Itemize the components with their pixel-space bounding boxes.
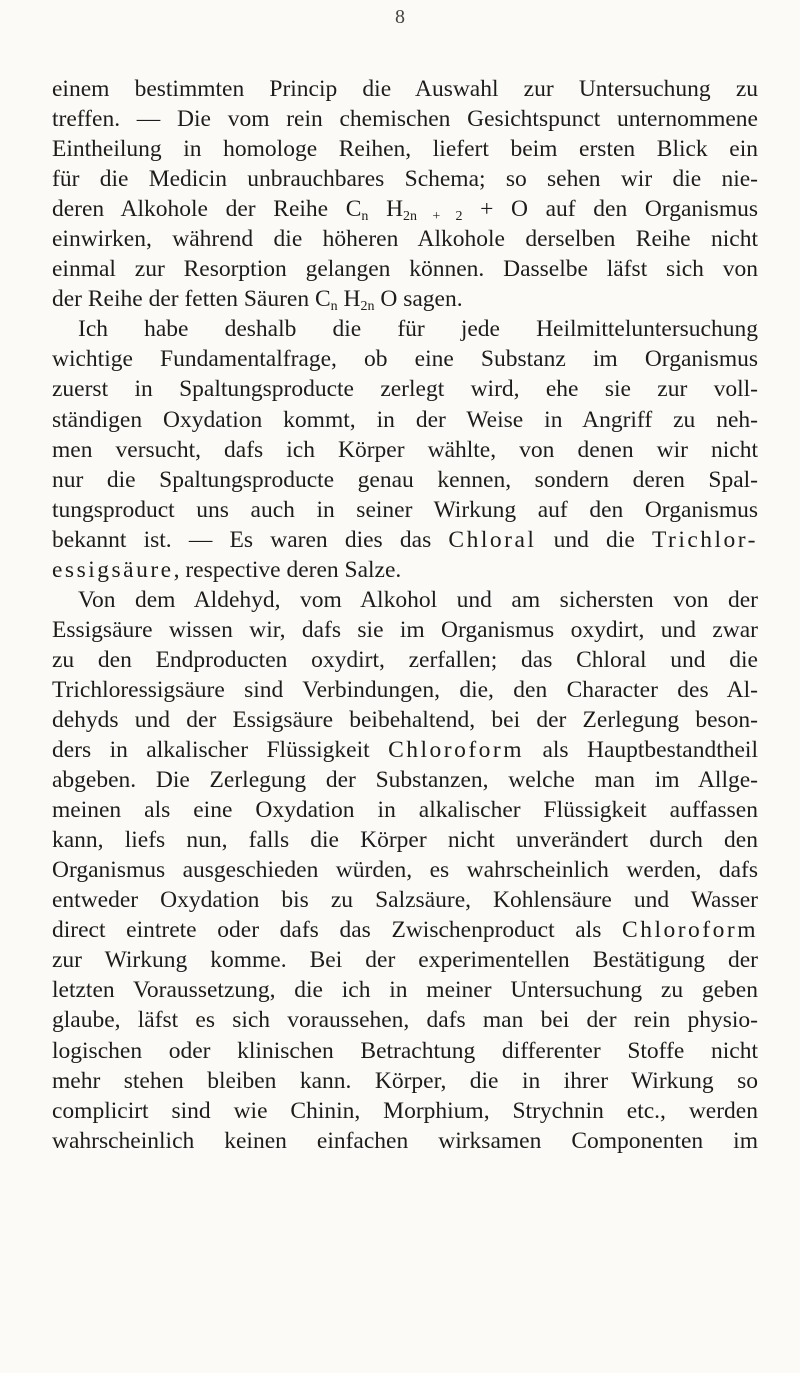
- text-line: Eintheilung in homologe Reihen, liefert beim ersten Blick ein: [52, 136, 758, 163]
- text-line: einem bestimmten Princip die Auswahl zur Untersuchung zu: [52, 76, 758, 102]
- text-line: Trichloressigsäure sind Verbindungen, die, den Character des Al-: [52, 676, 758, 703]
- text-line: zuerst in Spaltungsproducte zerlegt wird, ehe sie zur voll-: [52, 376, 758, 403]
- text-line: complicirt sind wie Chinin, Morphium, Strychnin etc., werden: [52, 1097, 758, 1124]
- text-line: nur die Spaltungsproducte genau kennen, sondern deren Spal-: [52, 466, 758, 493]
- text-line: einwirken, während die höheren Alkohole derselben Reihe nicht: [52, 226, 758, 253]
- text-line: kann, liefs nun, falls die Körper nicht unverändert durch den: [52, 827, 758, 854]
- text-line: mehr stehen bleiben kann. Körper, die in ihrer Wirkung so: [52, 1067, 758, 1094]
- text-line-formula: der Reihe der fetten Säuren $C_n$ $H_{2n}$ O sagen.: [52, 286, 463, 315]
- text-line-formula: deren Alkohole der Reihe $C_n$ $H_{2n + 2} + O$ auf den Organismus: [52, 196, 758, 225]
- text-line: Von dem Aldehyd, vom Alkohol und am sichersten von der: [78, 586, 758, 613]
- text-line: letzten Voraussetzung, die ich in meiner Untersuchung zu geben: [52, 977, 758, 1004]
- text-line: zur Wirkung komme. Bei der experimentellen Bestätigung der: [52, 947, 758, 974]
- text-line-emphasis: direct eintrete oder dafs das Zwischenproduct als Chloroform: [52, 917, 758, 944]
- text-line: logischen oder klinischen Betrachtung differenter Stoffe nicht: [52, 1037, 758, 1064]
- text-line: wichtige Fundamentalfrage, ob eine Substanz im Organismus: [52, 346, 758, 373]
- page-number: 8: [395, 6, 405, 28]
- text-line: Organismus ausgeschieden würden, es wahrscheinlich werden, dafs: [52, 857, 758, 884]
- text-line: glaube, läfst es sich voraussehen, dafs man bei der rein physio-: [52, 1007, 758, 1034]
- text-line: entweder Oxydation bis zu Salzsäure, Kohlensäure und Wasser: [52, 887, 758, 914]
- text-line: men versucht, dafs ich Körper wählte, von denen wir nicht: [52, 436, 758, 463]
- text-line: Ich habe deshalb die für jede Heilmitteluntersuchung: [78, 316, 758, 343]
- text-line: treffen. — Die vom rein chemischen Gesichtspunct unternommene: [52, 106, 758, 133]
- text-line: wahrscheinlich keinen einfachen wirksamen Componenten im: [52, 1127, 758, 1154]
- text-line-emphasis: bekannt ist. — Es waren dies das Chloral und die Trichlor-: [52, 526, 758, 553]
- text-line-emphasis: essigsäure, respective deren Salze.: [52, 556, 402, 583]
- text-line: tungsproduct uns auch in seiner Wirkung auf den Organismus: [52, 496, 758, 523]
- text-line: für die Medicin unbrauchbares Schema; so sehen wir die nie-: [52, 166, 758, 193]
- text-line-emphasis: ders in alkalischer Flüssigkeit Chloroform als Hauptbestandtheil: [52, 737, 758, 764]
- text-line: dehyds und der Essigsäure beibehaltend, bei der Zerlegung beson-: [52, 706, 758, 733]
- text-line: einmal zur Resorption gelangen können. Dasselbe läfst sich von: [52, 256, 758, 283]
- text-line: ständigen Oxydation kommt, in der Weise in Angriff zu neh-: [52, 406, 758, 433]
- text-line: Essigsäure wissen wir, dafs sie im Organismus oxydirt, und zwar: [52, 616, 758, 643]
- text-line: meinen als eine Oxydation in alkalischer Flüssigkeit auffassen: [52, 797, 758, 824]
- text-line: abgeben. Die Zerlegung der Substanzen, welche man im Allge-: [52, 767, 758, 794]
- body-text: [52, 74, 758, 1156]
- text-line: zu den Endproducten oxydirt, zerfallen; das Chloral und die: [52, 646, 758, 673]
